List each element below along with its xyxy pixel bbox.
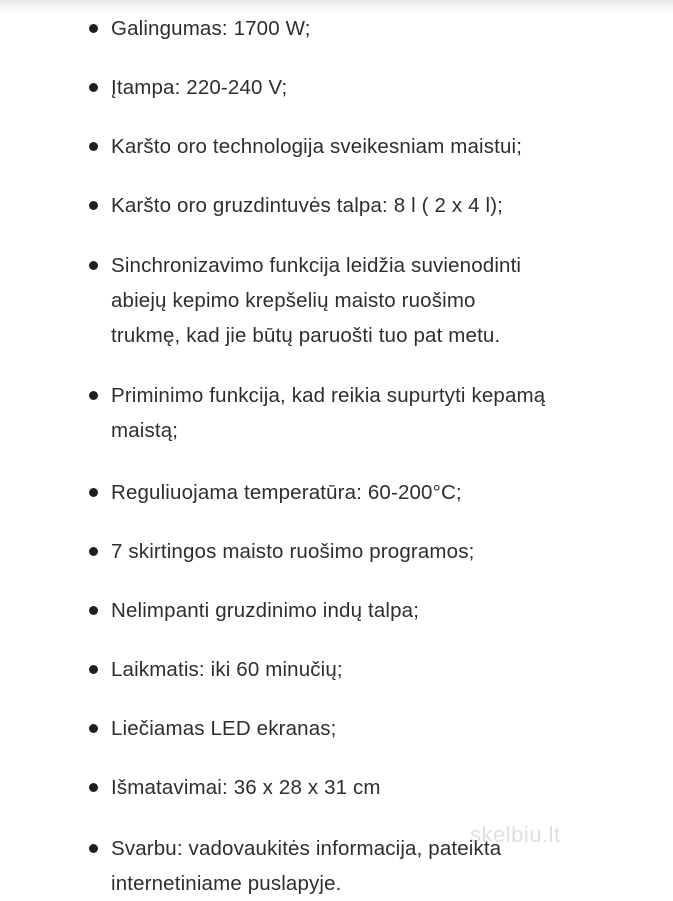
bullet-icon [89, 547, 98, 556]
bullet-icon [89, 142, 98, 151]
list-item-text: Karšto oro gruzdintuvės talpa: 8 l ( 2 x 4 l); [111, 194, 504, 217]
bullet-icon [89, 783, 98, 792]
bullet-icon [89, 606, 98, 615]
bullet-icon [89, 488, 98, 497]
bullet-icon [89, 724, 98, 733]
bullet-icon [89, 391, 98, 400]
list-item-text: Įtampa: 220-240 V; [111, 76, 288, 99]
bullet-icon [89, 844, 98, 853]
list-item-text: Svarbu: vadovaukitės informacija, pateikta internetiniame puslapyje. [111, 837, 502, 895]
bullet-icon [89, 201, 98, 210]
list-item-text: Priminimo funkcija, kad reikia supurtyti kepamą maistą; [111, 384, 546, 442]
list-item-text: 7 skirtingos maisto ruošimo programos; [111, 540, 475, 563]
list-item-text: Laikmatis: iki 60 minučių; [111, 658, 343, 681]
list-item-text: Sinchronizavimo funkcija leidžia suvienodinti abiejų kepimo krepšelių maisto ruošimo trukmę, kad jie būtų paruošti tuo pat metu. [111, 254, 522, 347]
list-item-text: Liečiamas LED ekranas; [111, 717, 337, 740]
list-item-text: Nelimpanti gruzdinimo indų talpa; [111, 599, 420, 622]
watermark-logo: skelbiu.lt [470, 822, 561, 847]
list-item-text: Išmatavimai: 36 x 28 x 31 cm [111, 776, 381, 799]
list-item-text: Reguliuojama temperatūra: 60-200°C; [111, 481, 462, 504]
bullet-icon [89, 261, 98, 270]
bullet-icon [89, 24, 98, 33]
list-item-text: Karšto oro technologija sveikesniam maistui; [111, 135, 523, 158]
bullet-icon [89, 665, 98, 674]
list-item-text: Galingumas: 1700 W; [111, 17, 311, 40]
bullet-icon [89, 83, 98, 92]
